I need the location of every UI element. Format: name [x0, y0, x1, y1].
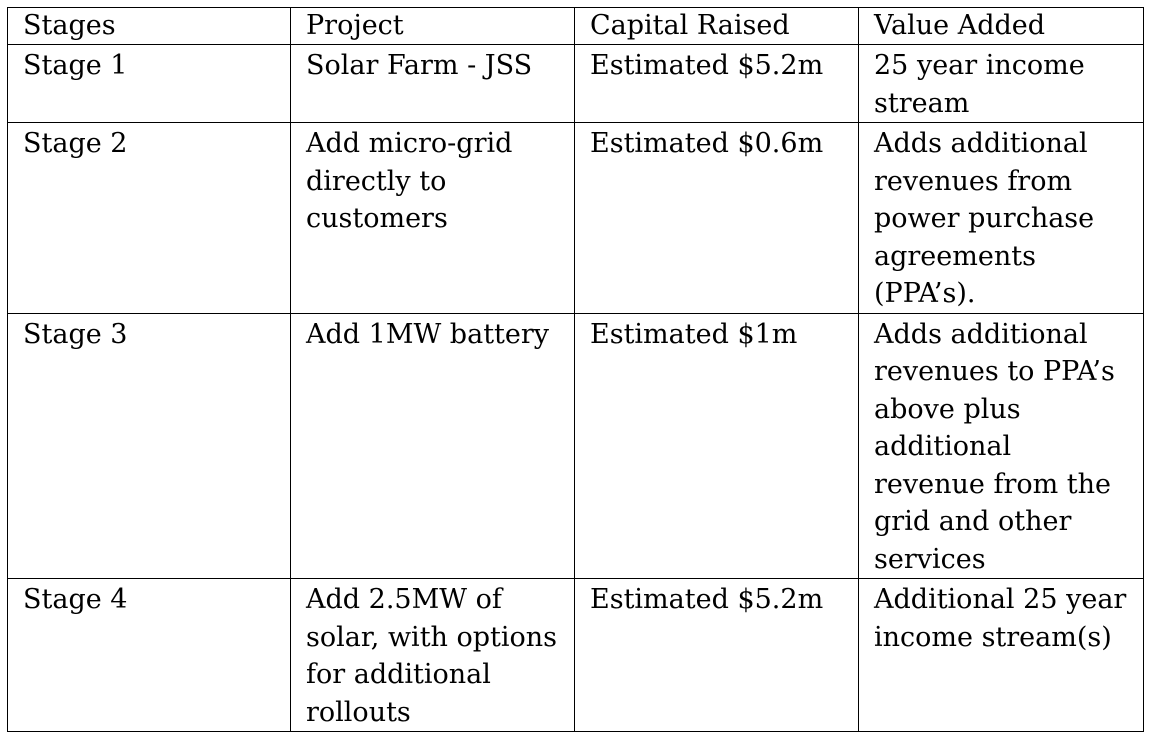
value-cell: Additional 25 year income stream(s) — [859, 579, 1144, 732]
capital-cell: Estimated $1m — [575, 313, 859, 579]
project-cell: Add micro-grid directly to customers — [291, 123, 575, 314]
capital-cell: Estimated $5.2m — [575, 579, 859, 732]
value-cell: Adds additional revenues from power purchase agreements (PPA’s). — [859, 123, 1144, 314]
stage-cell: Stage 4 — [8, 579, 291, 732]
header-project: Project — [291, 8, 575, 45]
project-cell: Add 1MW battery — [291, 313, 575, 579]
table-row — [8, 313, 1144, 579]
capital-cell: Estimated $5.2m — [575, 45, 859, 123]
header-value-added: Value Added — [859, 8, 1144, 45]
table-row — [8, 123, 1144, 314]
header-stages: Stages — [8, 8, 291, 45]
stage-cell: Stage 3 — [8, 313, 291, 579]
value-cell: Adds additional revenues to PPA’s above plus additional revenue from the grid and other services — [859, 313, 1144, 579]
value-cell: 25 year income stream — [859, 45, 1144, 123]
stage-cell: Stage 1 — [8, 45, 291, 123]
table-row — [8, 579, 1144, 732]
capital-cell: Estimated $0.6m — [575, 123, 859, 314]
stages-table — [7, 7, 1144, 732]
table-row — [8, 45, 1144, 123]
project-cell: Solar Farm - JSS — [291, 45, 575, 123]
stage-cell: Stage 2 — [8, 123, 291, 314]
table-header-row — [8, 8, 1144, 45]
header-capital-raised: Capital Raised — [575, 8, 859, 45]
project-cell: Add 2.5MW of solar, with options for additional rollouts — [291, 579, 575, 732]
